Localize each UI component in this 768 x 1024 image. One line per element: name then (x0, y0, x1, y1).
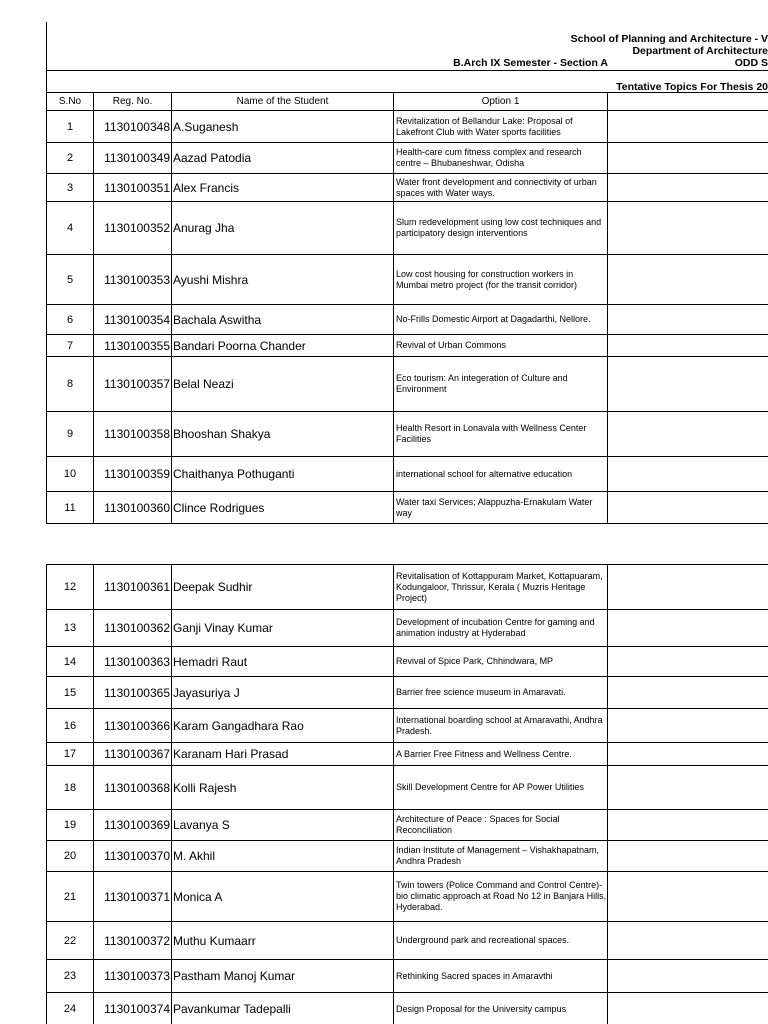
column-header-row (47, 93, 768, 111)
table-row (47, 960, 768, 993)
table-row (47, 305, 768, 335)
row-student-name: Lavanya S (172, 810, 394, 841)
row-student-name: Anurag Jha (172, 202, 394, 255)
row-reg-no: 1130100373 (94, 960, 172, 993)
row-reg-no: 1130100372 (94, 922, 172, 960)
row-student-name: Karam Gangadhara Rao (172, 709, 394, 743)
row-option1: Underground park and recreational spaces. (394, 922, 608, 960)
row-reg-no: 1130100374 (94, 993, 172, 1024)
row-empty-cell (608, 610, 768, 647)
row-empty-cell (608, 143, 768, 174)
row-option1: Indian Institute of Management – Vishakhapatnam, Andhra Pradesh (394, 841, 608, 872)
row-student-name: Hemadri Raut (172, 647, 394, 677)
row-option1: Revitalisation of Kottappuram Market, Kottapuaram, Kodungaloor, Thrissur, Kerala ( Muzris Heritage Project) (394, 565, 608, 610)
row-sno: 22 (47, 922, 94, 960)
row-empty-cell (608, 111, 768, 143)
row-empty-cell (608, 565, 768, 610)
row-sno: 8 (47, 357, 94, 412)
row-option1: Revival of Spice Park, Chhindwara, MP (394, 647, 608, 677)
row-student-name: Aazad Patodia (172, 143, 394, 174)
row-sno: 21 (47, 872, 94, 922)
row-sno: 18 (47, 766, 94, 810)
row-empty-cell (608, 872, 768, 922)
row-option1: Architecture of Peace : Spaces for Social Reconciliation (394, 810, 608, 841)
table-row (47, 872, 768, 922)
row-reg-no: 1130100348 (94, 111, 172, 143)
row-empty-cell (608, 255, 768, 305)
row-reg-no: 1130100357 (94, 357, 172, 412)
row-sno: 1 (47, 111, 94, 143)
row-sno: 16 (47, 709, 94, 743)
col-header-name: Name of the Student (172, 93, 394, 111)
row-reg-no: 1130100355 (94, 335, 172, 357)
row-option1: Eco tourism: An integeration of Culture and Environment (394, 357, 608, 412)
row-option1: Water taxi Services; Alappuzha-Ernakulam Water way (394, 492, 608, 524)
row-student-name: Belal Neazi (172, 357, 394, 412)
row-option1: Water front development and connectivity of urban spaces with Water ways. (394, 174, 608, 202)
row-student-name: Pastham Manoj Kumar (172, 960, 394, 993)
row-student-name: Jayasuriya J (172, 677, 394, 709)
row-option1: Health Resort in Lonavala with Wellness Center Facilities (394, 412, 608, 457)
row-option1: Low cost housing for construction workers in Mumbai metro project (for the transit corridor) (394, 255, 608, 305)
table-row (47, 202, 768, 255)
row-empty-cell (608, 677, 768, 709)
row-student-name: Bhooshan Shakya (172, 412, 394, 457)
row-empty-cell (608, 922, 768, 960)
table-row (47, 677, 768, 709)
row-student-name: M. Akhil (172, 841, 394, 872)
row-reg-no: 1130100369 (94, 810, 172, 841)
table-row (47, 255, 768, 305)
thesis-title: Tentative Topics For Thesis 20 (616, 81, 768, 93)
row-reg-no: 1130100359 (94, 457, 172, 492)
row-reg-no: 1130100365 (94, 677, 172, 709)
row-reg-no: 1130100363 (94, 647, 172, 677)
row-student-name: Ayushi Mishra (172, 255, 394, 305)
row-student-name: Alex Francis (172, 174, 394, 202)
row-reg-no: 1130100366 (94, 709, 172, 743)
row-empty-cell (608, 960, 768, 993)
row-empty-cell (608, 357, 768, 412)
table-row (47, 841, 768, 872)
row-reg-no: 1130100352 (94, 202, 172, 255)
spreadsheet-page (46, 0, 768, 1024)
row-sno: 6 (47, 305, 94, 335)
row-option1: Slum redevelopment using low cost techniques and participatory design interventions (394, 202, 608, 255)
col-header-sno: S.No (47, 93, 94, 111)
row-sno: 4 (47, 202, 94, 255)
row-option1: A Barrier Free Fitness and Wellness Centre. (394, 743, 608, 766)
row-empty-cell (608, 174, 768, 202)
students-table-2 (46, 564, 768, 1024)
school-name: School of Planning and Architecture - V (570, 33, 768, 45)
row-option1: Development of incubation Centre for gaming and animation industry at Hyderabad (394, 610, 608, 647)
row-sno: 5 (47, 255, 94, 305)
row-empty-cell (608, 412, 768, 457)
table-row (47, 922, 768, 960)
row-sno: 12 (47, 565, 94, 610)
table-row (47, 610, 768, 647)
row-student-name: A.Suganesh (172, 111, 394, 143)
students-table-1 (46, 92, 768, 524)
row-reg-no: 1130100351 (94, 174, 172, 202)
row-empty-cell (608, 202, 768, 255)
table-row (47, 810, 768, 841)
table-row (47, 174, 768, 202)
row-option1: Health-care cum fitness complex and research centre – Bhubaneshwar, Odisha (394, 143, 608, 174)
row-sno: 9 (47, 412, 94, 457)
row-empty-cell (608, 647, 768, 677)
row-option1: International boarding school at Amaravathi, Andhra Pradesh. (394, 709, 608, 743)
table-row (47, 457, 768, 492)
row-reg-no: 1130100360 (94, 492, 172, 524)
programme: B.Arch IX Semester - Section A (453, 57, 608, 69)
row-reg-no: 1130100367 (94, 743, 172, 766)
table-row (47, 565, 768, 610)
row-sno: 10 (47, 457, 94, 492)
row-sno: 24 (47, 993, 94, 1024)
col-header-empty (608, 93, 768, 111)
row-student-name: Muthu Kumaarr (172, 922, 394, 960)
row-reg-no: 1130100361 (94, 565, 172, 610)
row-student-name: Chaithanya Pothuganti (172, 457, 394, 492)
row-sno: 23 (47, 960, 94, 993)
row-student-name: Bachala Aswitha (172, 305, 394, 335)
table-row (47, 412, 768, 457)
table-row (47, 335, 768, 357)
table-row (47, 743, 768, 766)
row-empty-cell (608, 743, 768, 766)
row-student-name: Monica A (172, 872, 394, 922)
table-row (47, 647, 768, 677)
table-row (47, 143, 768, 174)
row-empty-cell (608, 457, 768, 492)
row-reg-no: 1130100362 (94, 610, 172, 647)
row-student-name: Karanam Hari Prasad (172, 743, 394, 766)
row-student-name: Pavankumar Tadepalli (172, 993, 394, 1024)
row-sno: 7 (47, 335, 94, 357)
row-option1: Rethinking Sacred spaces in Amaravthi (394, 960, 608, 993)
table-row (47, 492, 768, 524)
row-student-name: Kolli Rajesh (172, 766, 394, 810)
row-option1: No-Frills Domestic Airport at Dagadarthi, Nellore. (394, 305, 608, 335)
row-sno: 14 (47, 647, 94, 677)
table-row (47, 709, 768, 743)
table-row (47, 111, 768, 143)
row-empty-cell (608, 709, 768, 743)
grid-line (46, 22, 47, 70)
row-student-name: Ganji Vinay Kumar (172, 610, 394, 647)
row-reg-no: 1130100370 (94, 841, 172, 872)
row-sno: 20 (47, 841, 94, 872)
table-row (47, 357, 768, 412)
row-reg-no: 1130100368 (94, 766, 172, 810)
table-row (47, 766, 768, 810)
row-reg-no: 1130100349 (94, 143, 172, 174)
row-reg-no: 1130100353 (94, 255, 172, 305)
row-option1: Revival of Urban Commons (394, 335, 608, 357)
department-name: Department of Architecture (632, 45, 768, 57)
row-empty-cell (608, 993, 768, 1024)
row-sno: 15 (47, 677, 94, 709)
row-reg-no: 1130100354 (94, 305, 172, 335)
row-empty-cell (608, 335, 768, 357)
row-option1: Design Proposal for the University campus (394, 993, 608, 1024)
row-option1: Barrier free science museum in Amaravati. (394, 677, 608, 709)
row-empty-cell (608, 766, 768, 810)
row-option1: Revitalization of Bellandur Lake: Proposal of Lakefront Club with Water sports facilities (394, 111, 608, 143)
row-empty-cell (608, 810, 768, 841)
row-option1: Skill Development Centre for AP Power Utilities (394, 766, 608, 810)
row-reg-no: 1130100358 (94, 412, 172, 457)
row-sno: 13 (47, 610, 94, 647)
row-empty-cell (608, 305, 768, 335)
row-student-name: Bandari Poorna Chander (172, 335, 394, 357)
row-sno: 19 (47, 810, 94, 841)
row-student-name: Deepak Sudhir (172, 565, 394, 610)
col-header-reg: Reg. No. (94, 93, 172, 111)
row-student-name: Clince Rodrigues (172, 492, 394, 524)
row-sno: 2 (47, 143, 94, 174)
row-sno: 17 (47, 743, 94, 766)
row-empty-cell (608, 841, 768, 872)
row-empty-cell (608, 492, 768, 524)
row-option1: Twin towers (Police Command and Control Centre)-bio climatic approach at Road No 12 in Banjara Hills, Hyderabad. (394, 872, 608, 922)
row-sno: 11 (47, 492, 94, 524)
row-sno: 3 (47, 174, 94, 202)
table-row (47, 993, 768, 1024)
semester: ODD S (734, 57, 768, 69)
row-reg-no: 1130100371 (94, 872, 172, 922)
col-header-option1: Option 1 (394, 93, 608, 111)
row-option1: international school for alternative education (394, 457, 608, 492)
